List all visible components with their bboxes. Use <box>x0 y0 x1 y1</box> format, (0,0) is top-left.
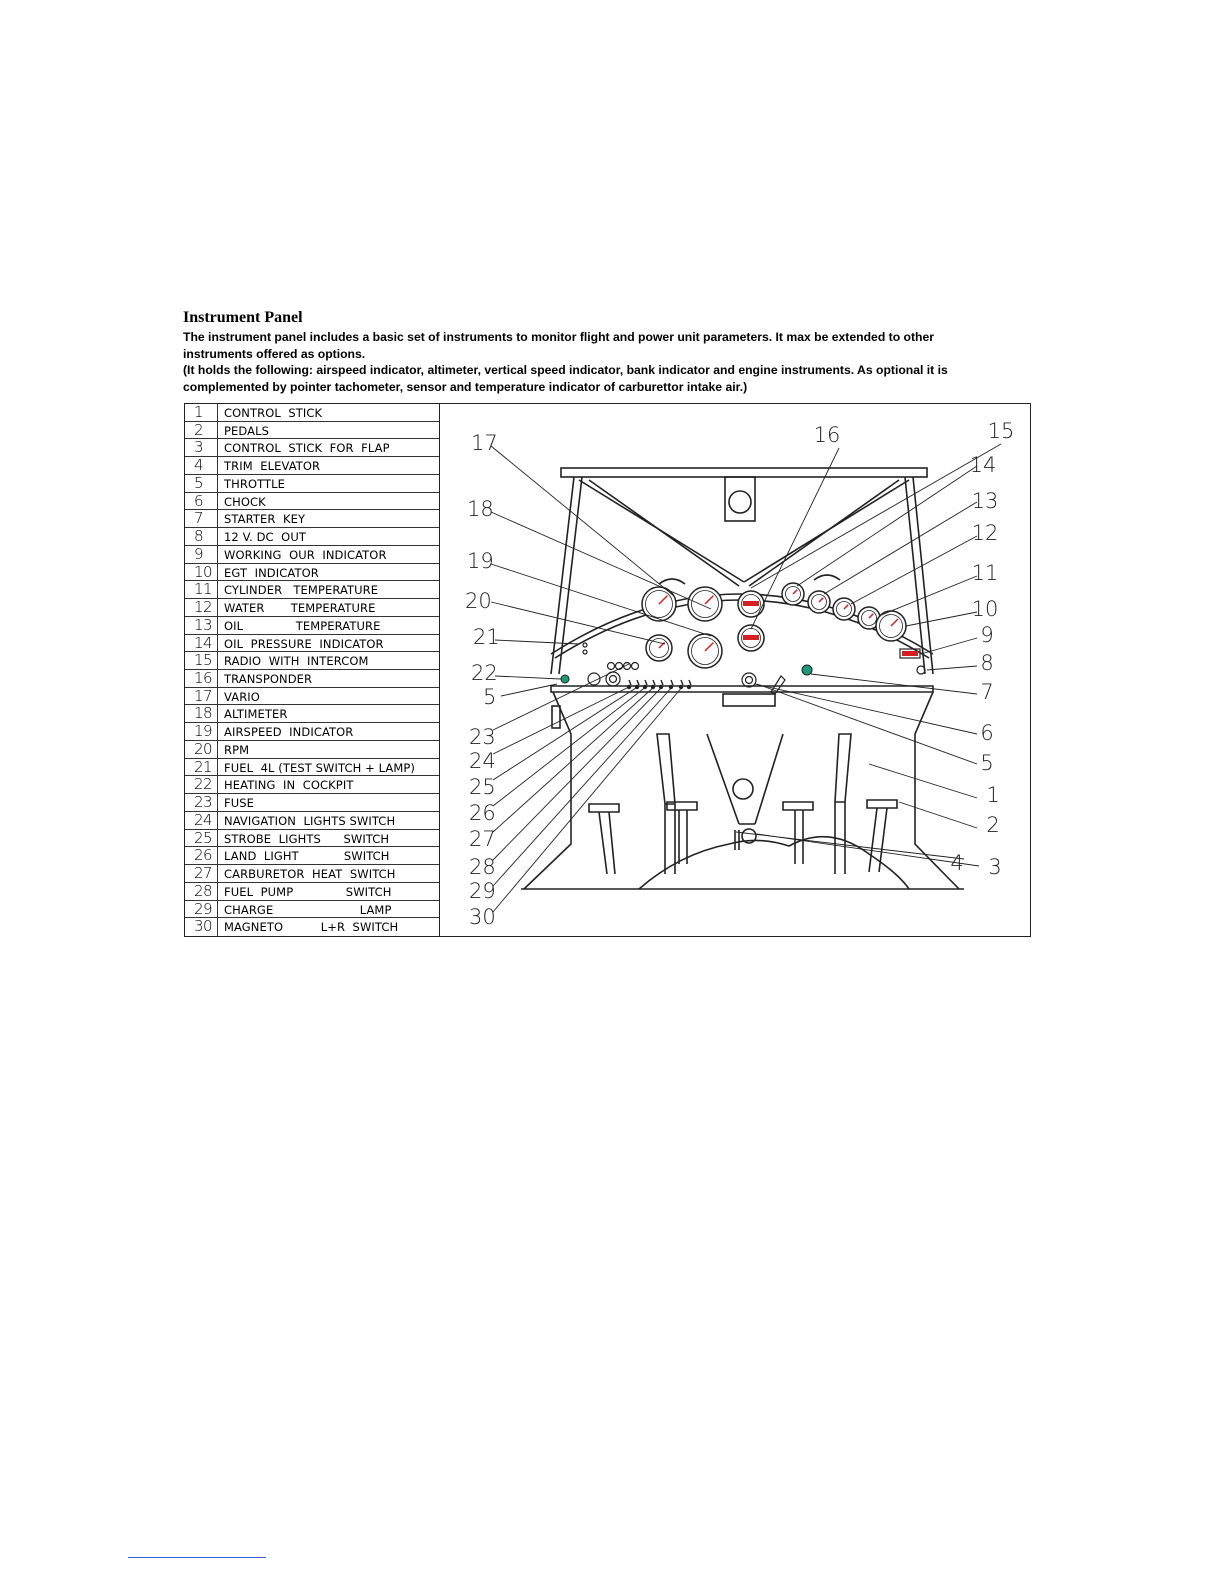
callout-leader-line <box>797 466 977 586</box>
legend-label: ALTIMETER <box>224 707 288 722</box>
legend-number: 2 <box>185 422 218 439</box>
callout-number: 26 <box>469 801 496 825</box>
legend-label: CHOCK <box>224 494 266 509</box>
callout-number: 15 <box>987 419 1015 443</box>
callout-leader-line <box>493 686 673 886</box>
footnote-separator <box>128 1557 266 1558</box>
legend-row <box>185 599 439 617</box>
legend-number: 25 <box>185 830 218 847</box>
legend-label: FUEL 4L (TEST SWITCH + LAMP) <box>224 760 415 775</box>
callout-leader-line <box>851 536 977 604</box>
callout-number: 30 <box>469 905 496 929</box>
transponder-unit-display <box>743 635 759 640</box>
legend-row <box>185 546 439 564</box>
legend-row <box>185 759 439 777</box>
legend-label: VARIO <box>224 689 260 704</box>
legend-label: RPM <box>224 742 250 757</box>
callout-number: 28 <box>469 855 496 879</box>
callout-number: 9 <box>980 623 994 647</box>
legend-label: TRIM ELEVATOR <box>224 459 321 474</box>
callout-number: 17 <box>471 431 498 455</box>
legend-label: CYLINDER TEMPERATURE <box>224 583 379 598</box>
callout-number: 11 <box>971 561 999 585</box>
legend-number: 8 <box>185 528 218 545</box>
choke-knob <box>742 673 756 687</box>
legend-row <box>185 918 439 936</box>
legend-label: STROBE LIGHTS SWITCH <box>224 831 390 846</box>
legend-label: WATER TEMPERATURE <box>224 601 376 616</box>
legend-number: 12 <box>185 599 218 616</box>
legend-row <box>185 670 439 688</box>
cross-brace <box>579 480 909 582</box>
legend-number: 5 <box>185 475 218 492</box>
fuel-lamp-icon <box>583 650 587 654</box>
callout-leader-line <box>495 640 579 644</box>
callout-leader-line <box>879 576 977 616</box>
legend-number: 24 <box>185 812 218 829</box>
callout-leader-line <box>491 512 711 609</box>
callout-leader-line <box>493 686 647 806</box>
toggle-switch-icon <box>653 680 655 685</box>
legend-number: 15 <box>185 652 218 669</box>
callout-number: 2 <box>986 813 1000 837</box>
callout-leader-line <box>906 612 977 626</box>
legend-number: 20 <box>185 741 218 758</box>
right-control-stick <box>835 734 851 874</box>
callout-number: 18 <box>467 497 494 521</box>
callout-number: 6 <box>980 721 994 745</box>
legend-label: OIL TEMPERATURE <box>224 618 381 633</box>
legend-row <box>185 564 439 582</box>
legend-number: 19 <box>185 723 218 740</box>
panel-glovebox <box>723 694 775 706</box>
callout-number: 13 <box>971 489 999 513</box>
legend-label: THROTTLE <box>224 476 286 491</box>
legend-label: PEDALS <box>224 423 270 438</box>
legend-number: 29 <box>185 901 218 918</box>
callout-number: 24 <box>469 749 496 773</box>
legend-label: CARBURETOR HEAT SWITCH <box>224 867 396 882</box>
throttle-knob-inner <box>610 676 617 683</box>
left-control-stick <box>657 734 675 874</box>
section-title: Instrument Panel <box>183 309 303 326</box>
legend-label: TRANSPONDER <box>224 672 313 686</box>
legend-label: RADIO WITH INTERCOM <box>224 654 369 669</box>
legend-label: LAND LIGHT SWITCH <box>224 849 390 864</box>
legend-number: 22 <box>185 776 218 793</box>
callout-leader-line <box>493 686 683 912</box>
legend-row <box>185 901 439 919</box>
legend-label: FUSE <box>224 796 254 811</box>
legend-label: NAVIGATION LIGHTS SWITCH <box>224 813 396 828</box>
cockpit-diagram <box>439 404 1030 936</box>
pedal-left-outer <box>589 804 619 874</box>
callout-leader-line <box>927 666 977 670</box>
callout-leader-line <box>811 674 977 694</box>
cockpit-walls <box>524 692 959 889</box>
callout-number: 8 <box>980 651 994 675</box>
pedal-right-inner <box>783 802 813 864</box>
legend-table <box>185 404 440 936</box>
callout-leader-line <box>736 832 964 859</box>
choke-knob-inner <box>746 677 753 684</box>
legend-label: CHARGE LAMP <box>224 902 392 917</box>
legend-label: CONTROL STICK FOR FLAP <box>224 441 390 456</box>
pedal-right-outer <box>867 800 897 872</box>
toggle-switch-icon <box>671 680 673 685</box>
callout-number: 12 <box>971 521 999 545</box>
callout-number: 3 <box>988 855 1002 879</box>
legend-number: 18 <box>185 705 218 722</box>
callout-number: 10 <box>971 597 999 621</box>
legend-number: 9 <box>185 546 218 563</box>
legend-label: EGT INDICATOR <box>224 565 319 580</box>
callout-leader-line <box>501 684 557 696</box>
toggle-switch-icon <box>629 680 631 685</box>
legend-row <box>185 635 439 653</box>
legend-row <box>185 776 439 794</box>
intro-paragraph: The instrument panel includes a basic set of instruments to monitor flight and power unit parameters. It max be extended to other instruments offered as options. <box>183 330 935 361</box>
legend-number: 28 <box>185 883 218 900</box>
legend-number: 21 <box>185 759 218 776</box>
instrument-panel-figure <box>184 403 1031 937</box>
legend-number: 16 <box>185 670 218 687</box>
legend-label: AIRSPEED INDICATOR <box>224 725 354 740</box>
callout-number: 22 <box>471 661 498 685</box>
legend-label: CONTROL STICK <box>224 406 323 420</box>
callout-number: 27 <box>469 827 496 851</box>
legend-number: 11 <box>185 581 218 598</box>
callout-number: 21 <box>473 625 500 649</box>
flap-stick <box>735 830 739 850</box>
callout-number: 23 <box>469 725 496 749</box>
hour-meter-indicator <box>902 651 918 656</box>
legend-number: 23 <box>185 794 218 811</box>
legend-row <box>185 847 439 865</box>
legend-row <box>185 688 439 706</box>
right-pillar <box>905 477 933 674</box>
callout-leader-line <box>757 684 977 764</box>
legend-label: 12 V. DC OUT <box>224 530 306 545</box>
legend-row <box>185 723 439 741</box>
legend-number: 26 <box>185 847 218 864</box>
callout-number: 14 <box>969 453 997 477</box>
tunnel-round-opening <box>733 779 753 799</box>
callout-leader-line <box>495 676 561 679</box>
radio-unit-display <box>743 601 759 606</box>
legend-number: 30 <box>185 918 218 936</box>
legend-row <box>185 865 439 883</box>
legend-label: WORKING OUR INDICATOR <box>224 547 387 562</box>
legend-label: FUEL PUMP SWITCH <box>224 884 392 899</box>
legend-label: HEATING IN COCKPIT <box>224 778 354 793</box>
callout-number: 5 <box>483 685 497 709</box>
panel-lower-edge <box>551 686 933 692</box>
callout-number: 1 <box>986 783 1000 807</box>
callout-number: 5 <box>980 751 994 775</box>
legend-label: STARTER KEY <box>224 512 306 527</box>
legend-row <box>185 794 439 812</box>
legend-row <box>185 493 439 511</box>
fuse-icon <box>632 663 639 670</box>
toggle-switch-base <box>687 685 691 689</box>
legend-row <box>185 883 439 901</box>
fuse-icon <box>608 663 615 670</box>
legend-row <box>185 439 439 457</box>
legend-label: MAGNETO L+R SWITCH <box>224 920 399 935</box>
section-intro <box>183 329 1003 395</box>
legend-row <box>185 617 439 635</box>
intro-paragraph: (It holds the following: airspeed indicator, altimeter, vertical speed indicator, bank indicator and engine instruments. As optional it is complemented by pointer tachometer, sensor and temperature indicator of carburettor intake air.) <box>183 363 948 394</box>
starter-key-switch-icon <box>802 665 812 675</box>
callout-number: 20 <box>465 589 492 613</box>
legend-row <box>185 581 439 599</box>
toggle-switch-icon <box>661 680 663 685</box>
callout-leader-line <box>493 686 655 832</box>
callout-leader-line <box>751 444 1001 588</box>
legend-number: 1 <box>185 404 218 421</box>
legend-row <box>185 422 439 440</box>
callout-number: 29 <box>469 879 496 903</box>
legend-number: 7 <box>185 510 218 527</box>
callout-number: 4 <box>950 851 964 875</box>
legend-row <box>185 741 439 759</box>
callout-number: 16 <box>813 423 841 447</box>
legend-row <box>185 510 439 528</box>
toggle-switch-icon <box>645 680 647 685</box>
toggle-switch-icon <box>689 680 691 685</box>
callout-number: 19 <box>467 549 494 573</box>
callout-number: 25 <box>469 775 496 799</box>
legend-number: 13 <box>185 617 218 634</box>
legend-row <box>185 812 439 830</box>
toggle-switch-icon <box>637 680 639 685</box>
legend-row <box>185 457 439 475</box>
toggle-switch-icon <box>681 680 683 685</box>
callout-number: 7 <box>980 680 994 704</box>
legend-row <box>185 475 439 493</box>
windshield-frame <box>561 468 927 477</box>
callout-leader-line <box>899 802 977 828</box>
cockpit-drawing <box>439 404 1030 936</box>
legend-label: OIL PRESSURE INDICATOR <box>224 636 384 651</box>
heating-lamp-icon <box>561 675 569 683</box>
compass-icon <box>729 491 751 513</box>
legend-row <box>185 528 439 546</box>
legend-row <box>185 404 439 422</box>
legend-row <box>185 652 439 670</box>
fuel-test-switch-icon <box>583 643 587 647</box>
legend-row <box>185 830 439 848</box>
legend-number: 3 <box>185 439 218 456</box>
legend-number: 27 <box>185 865 218 882</box>
legend-number: 10 <box>185 564 218 581</box>
callout-leader-line <box>869 764 977 798</box>
cross-brace <box>589 480 899 586</box>
legend-row <box>185 705 439 723</box>
legend-number: 4 <box>185 457 218 474</box>
legend-number: 6 <box>185 493 218 510</box>
legend-number: 14 <box>185 635 218 652</box>
legend-number: 17 <box>185 688 218 705</box>
